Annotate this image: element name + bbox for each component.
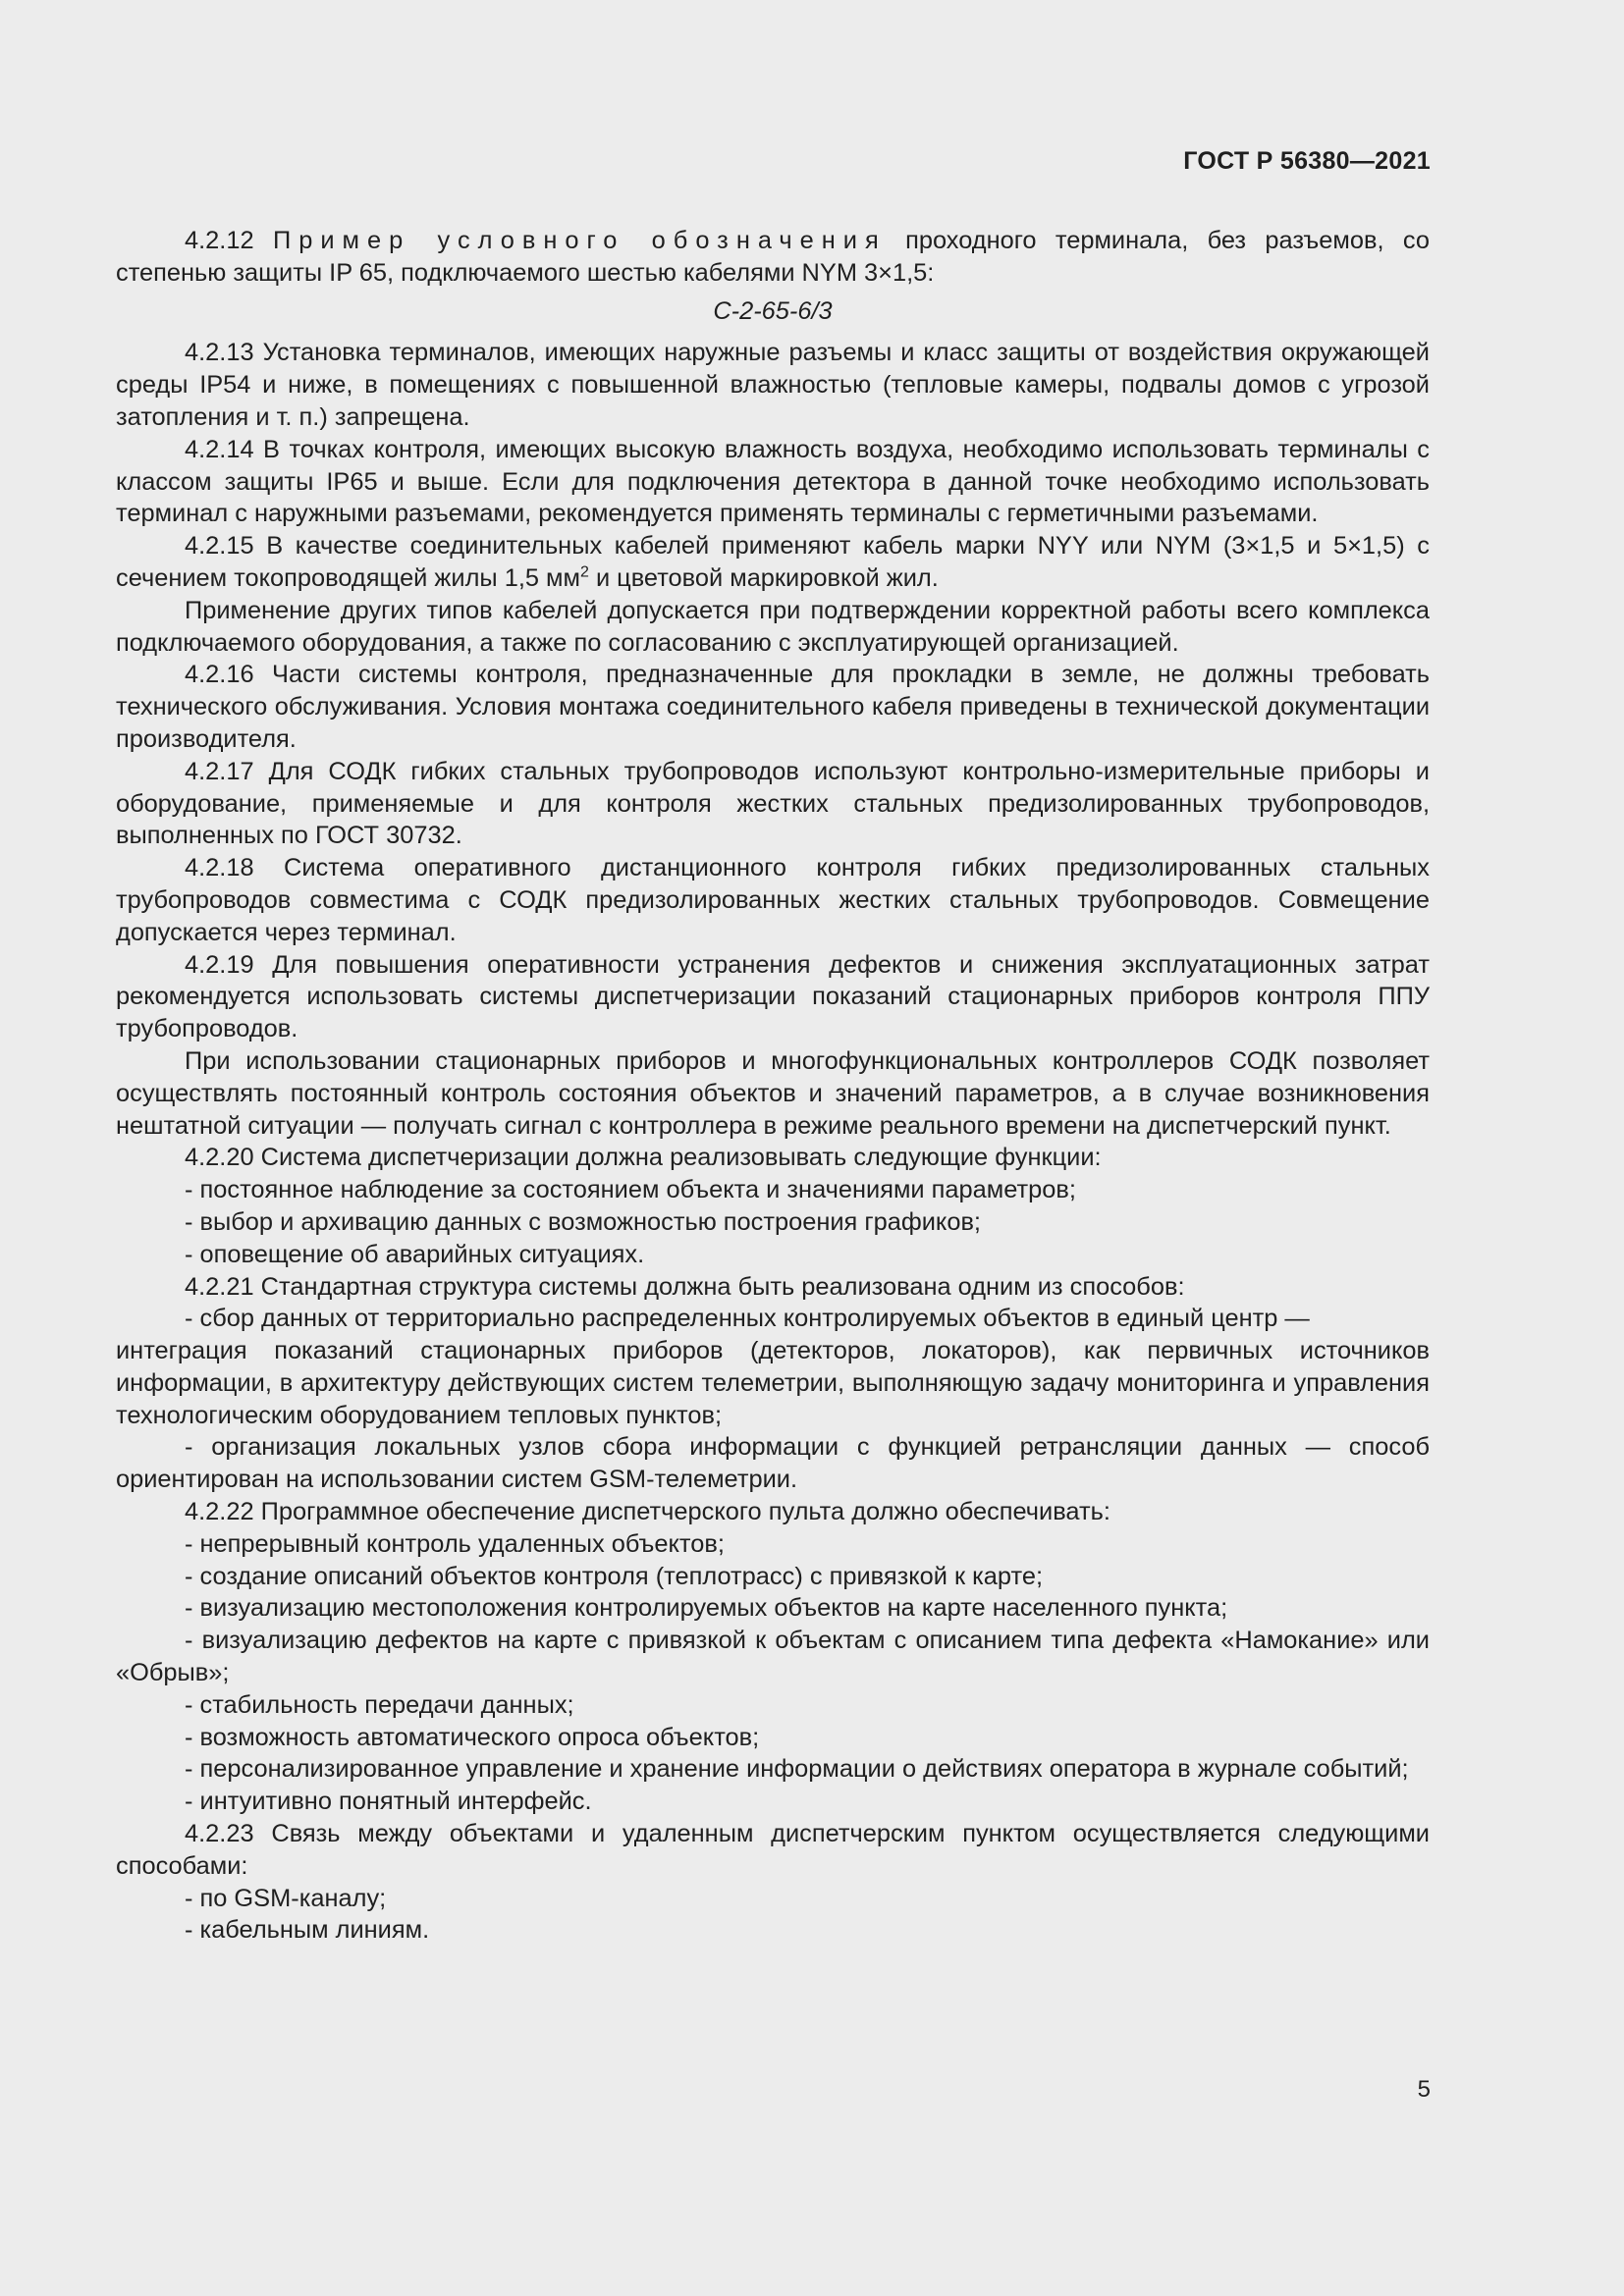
list-item: - визуализацию дефектов на карте с привязкой к объектам с описанием типа дефекта «Намокание» или «Обрыв»; (116, 1627, 1430, 1687)
paragraph-4-2-19: 4.2.19 Для повышения оперативности устранения дефектов и снижения эксплуатационных затрат рекомендуется использовать системы диспетчеризации показаний стационарных приборов контроля ППУ трубопроводов. (116, 950, 1430, 1043)
paragraph-4-2-14: 4.2.14 В точках контроля, имеющих высокую влажность воздуха, необходимо использовать терминалы с классом защиты IP65 и выше. Если для подключения детектора в данной точке необходимо использовать терминал с наружными разъемами, рекомендуется применять терминалы с герметичными разъемами. (116, 435, 1430, 528)
page-number: 5 (1417, 2076, 1431, 2103)
paragraph-4-2-16: 4.2.16 Части системы контроля, предназначенные для прокладки в земле, не должны требовать технического обслуживания. Условия монтажа соединительного кабеля приведены в технической документации производителя. (116, 661, 1430, 753)
paragraph-4-2-23: 4.2.23 Связь между объектами и удаленным диспетчерским пунктом осуществляется следующими способами: (116, 1820, 1430, 1880)
paragraph-4-2-19-cont: При использовании стационарных приборов и многофункциональных контроллеров СОДК позволяет осуществлять постоянный контроль состояния объектов и значений параметров, а в случае возникновения нештатной ситуации — получать сигнал с контроллера в режиме реального времени на диспетчерский пункт. (116, 1046, 1430, 1140)
document-body (116, 225, 1430, 1947)
paragraph-4-2-21: 4.2.21 Стандартная структура системы должна быть реализована одним из способов: (185, 1272, 1185, 1301)
list-item-continuation: интеграция показаний стационарных приборов (детекторов, локаторов), как первичных источников информации, в архитектуру действующих систем телеметрии, выполняющую задачу мониторинга и управления технологическим оборудованием тепловых пунктов; (116, 1337, 1430, 1429)
paragraph-4-2-15-note: Применение других типов кабелей допускается при подтверждении корректной работы всего комплекса подключаемого оборудования, а также по согласованию с эксплуатирующей организацией. (116, 596, 1430, 657)
paragraph-4-2-22: 4.2.22 Программное обеспечение диспетчерского пульта должно обеспечивать: (185, 1498, 1110, 1526)
list-item: - стабильность передачи данных; (185, 1690, 574, 1719)
list-item: - кабельным линиям. (185, 1916, 430, 1945)
paragraph-4-2-13: 4.2.13 Установка терминалов, имеющих наружные разъемы и класс защиты от воздействия окружающей среды IP54 и ниже, в помещениях с повышенной влажностью (тепловые камеры, подвалы домов с угрозой затопления и т. п.) запрещена. (116, 339, 1430, 431)
list-item: - интуитивно понятный интерфейс. (185, 1788, 592, 1816)
paragraph-4-2-20: 4.2.20 Система диспетчеризации должна реализовывать следующие функции: (185, 1144, 1102, 1172)
list-item: - оповещение об аварийных ситуациях. (185, 1240, 645, 1268)
list-item: - организация локальных узлов сбора информации с функцией ретрансляции данных — способ ориентирован на использовании систем GSM-телеметрии. (116, 1433, 1430, 1494)
list-item: - выбор и архивацию данных с возможностью построения графиков; (185, 1207, 981, 1236)
list-item: - визуализацию местоположения контролируемых объектов на карте населенного пункта; (185, 1594, 1228, 1623)
paragraph-4-2-17: 4.2.17 Для СОДК гибких стальных трубопроводов используют контрольно-измерительные приборы и оборудование, применяемые и для контроля жестких стальных предизолированных трубопроводов, выполненных по ГОСТ 30732. (116, 757, 1430, 850)
paragraph-4-2-18: 4.2.18 Система оперативного дистанционного контроля гибких предизолированных стальных трубопроводов совместима с СОДК предизолированных жестких стальных трубопроводов. Совмещение допускается через терминал. (116, 854, 1430, 946)
list-item: - по GSM-каналу; (185, 1884, 387, 1912)
paragraph-4-2-15: 4.2.15 В качестве соединительных кабелей применяют кабель марки NYY или NYM (3×1,5 и 5×1,5) с сечением токопроводящей жилы 1,5 $мм^2$ и цветовой маркировкой жил. (116, 532, 1430, 592)
paragraph-4-2-12: 4.2.12 Пример условного обозначения проходного терминала, без разъемов, со степенью защиты IP 65, подключаемого шестью кабелями NYM 3×1,5: (116, 227, 1430, 287)
list-item: - возможность автоматического опроса объектов; (185, 1723, 760, 1751)
spaced-term: Пример условного обозначения (272, 227, 887, 254)
list-item: - создание описаний объектов контроля (теплотрасс) с привязкой к карте; (185, 1562, 1044, 1590)
list-item: - персонализированное управление и хранение информации о действиях оператора в журнале событий; (185, 1755, 1409, 1784)
list-item: - непрерывный контроль удаленных объектов; (185, 1529, 725, 1558)
designation-formula: С-2-65-6/3 (713, 296, 833, 325)
superscript: 2 (579, 563, 589, 581)
document-id: ГОСТ Р 56380—2021 (1183, 147, 1431, 175)
list-item: - сбор данных от территориально распределенных контролируемых объектов в единый центр — (185, 1305, 1310, 1333)
list-item: - постоянное наблюдение за состоянием объекта и значениями параметров; (185, 1176, 1076, 1204)
